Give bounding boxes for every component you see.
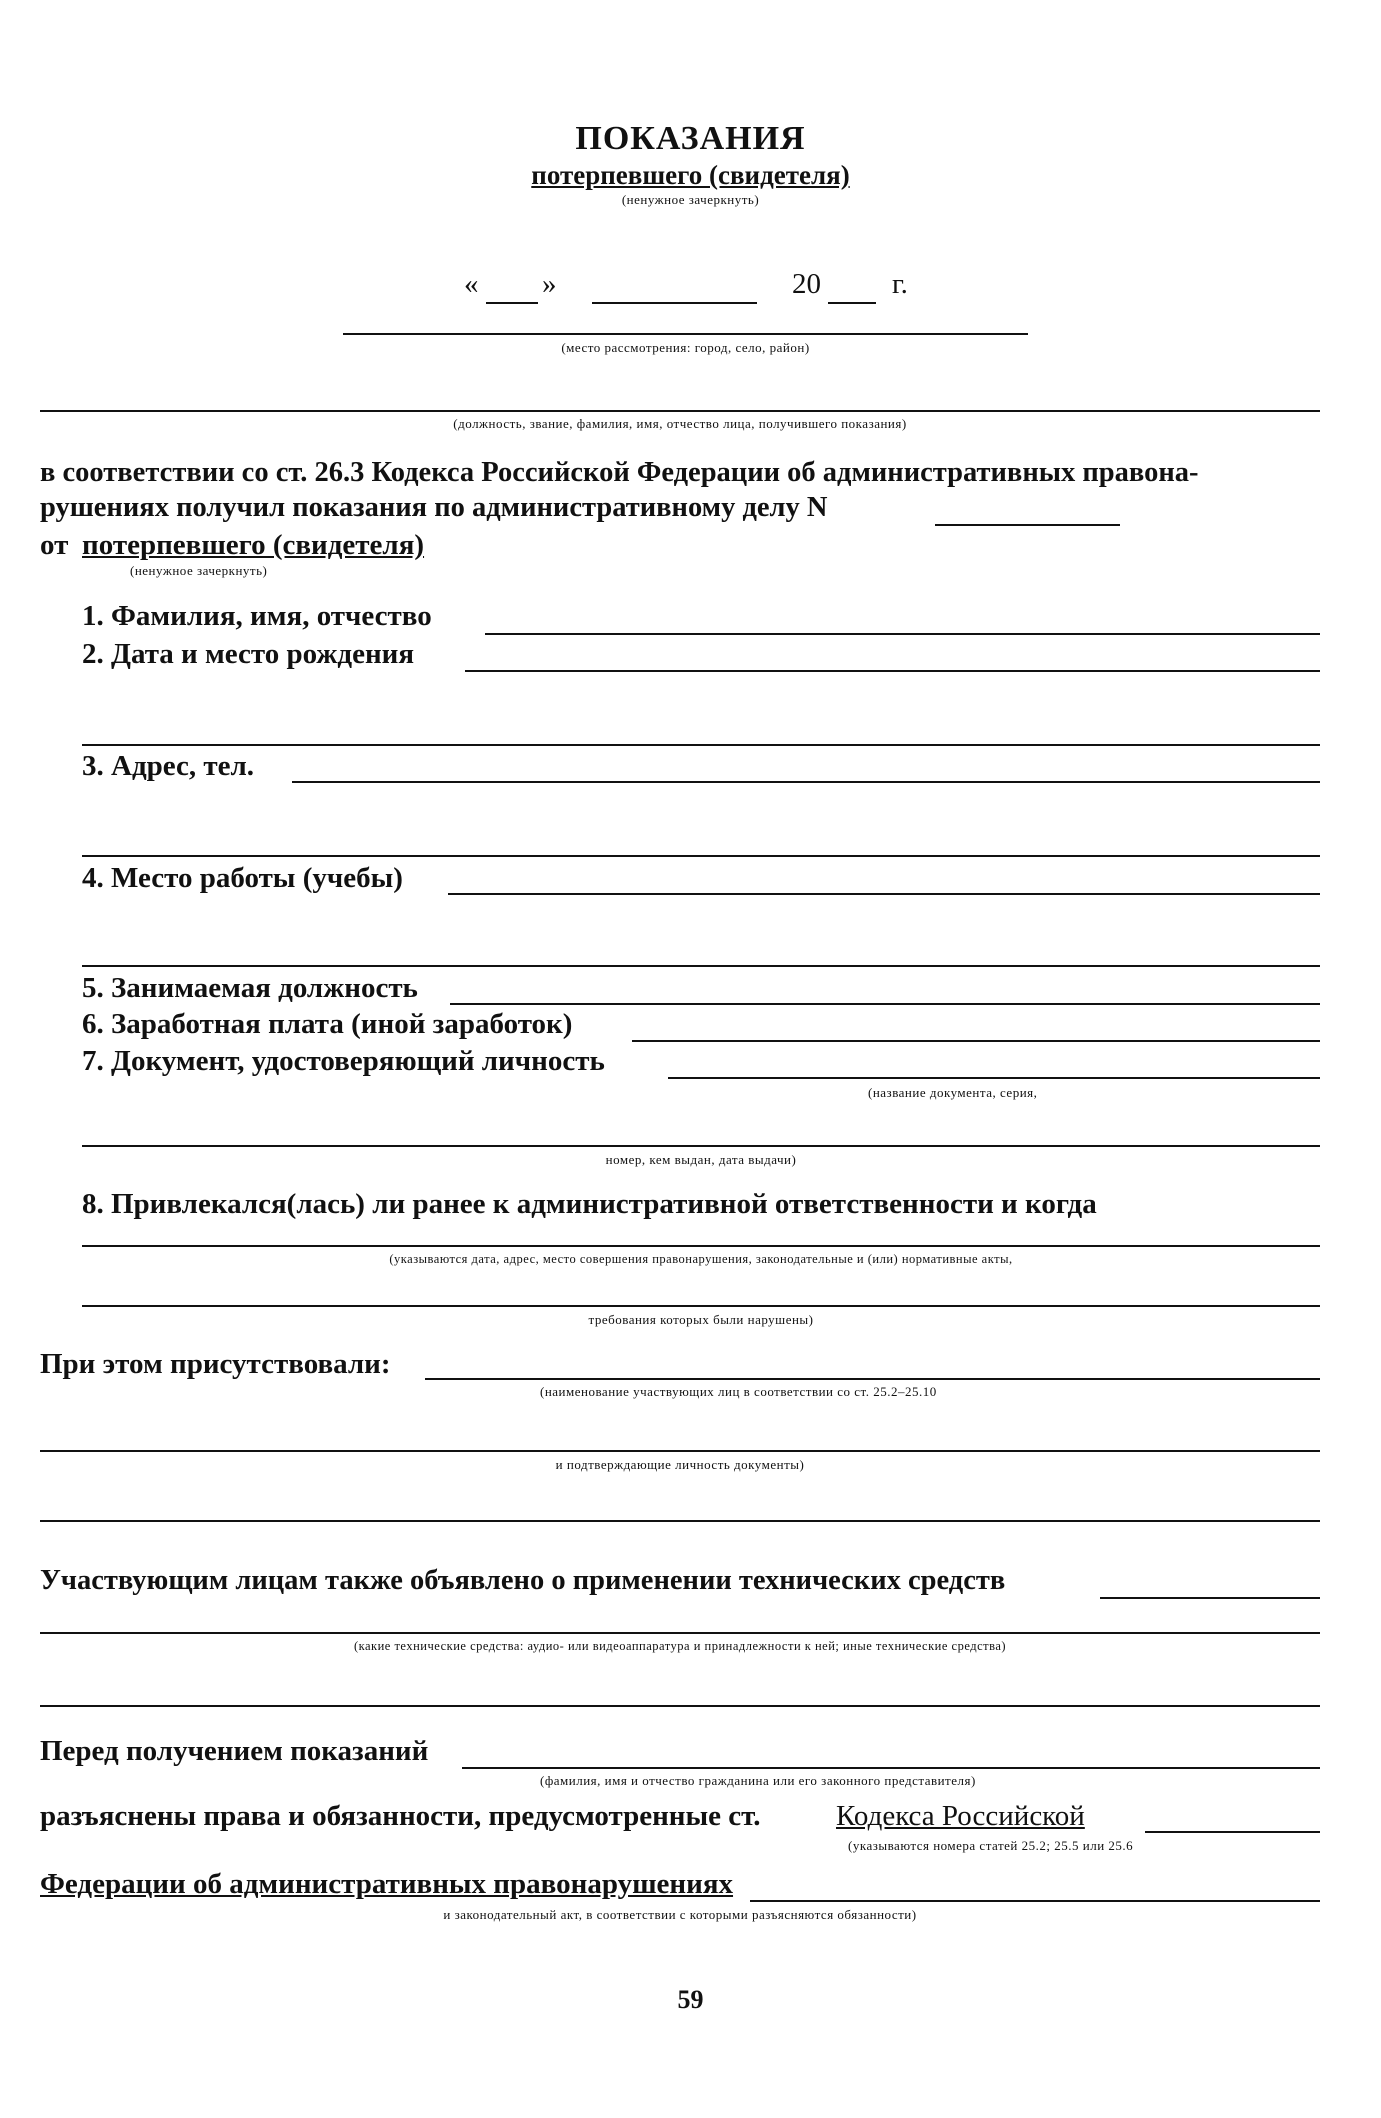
rights-line-3-note: и законодательный акт, в соответствии с которыми разъясняются обязанности)	[443, 1907, 917, 1922]
field-3-input-cont[interactable]	[82, 855, 1320, 857]
tech-note: (какие технические средства: аудио- или видеоаппаратура и принадлежности к ней; иные технические средства)	[353, 1639, 1007, 1653]
field-7-input[interactable]	[668, 1077, 1320, 1079]
tech-label: Участвующим лицам также объявлено о применении технических средств	[40, 1565, 1006, 1596]
rights-codex-line[interactable]	[1145, 1831, 1320, 1833]
present-note-1: (наименование участвующих лиц в соответствии со ст. 25.2–25.10	[540, 1384, 937, 1399]
rights-line-2: разъяснены права и обязанности, предусмотренные ст.	[40, 1800, 761, 1832]
field-4-label: 4. Место работы (учебы)	[82, 862, 403, 894]
day-field[interactable]	[486, 302, 538, 304]
field-8-input-cont[interactable]	[82, 1305, 1320, 1307]
field-5-input[interactable]	[450, 1003, 1320, 1005]
field-1-input[interactable]	[485, 633, 1320, 635]
rights-person-input[interactable]	[462, 1767, 1320, 1769]
field-8-note-2: требования которых были нарушены)	[588, 1312, 814, 1327]
tech-input-cont-2[interactable]	[40, 1705, 1320, 1707]
tech-input[interactable]	[1100, 1597, 1320, 1599]
intro-line-2: рушениях получил показания по административному делу N	[40, 492, 828, 523]
field-2-input-cont[interactable]	[82, 744, 1320, 746]
present-input[interactable]	[425, 1378, 1320, 1380]
field-4-input-cont[interactable]	[82, 965, 1320, 967]
field-3-input[interactable]	[292, 781, 1320, 783]
rights-codex: Кодекса Российской	[836, 1800, 1085, 1832]
place-field[interactable]	[343, 333, 1028, 335]
place-note: (место рассмотрения: город, село, район)	[561, 340, 810, 355]
present-input-cont-2[interactable]	[40, 1520, 1320, 1522]
official-field[interactable]	[40, 410, 1320, 412]
field-7-input-cont[interactable]	[82, 1145, 1320, 1147]
field-8-note-1: (указываются дата, адрес, место совершения правонарушения, законодательные и (или) нормативные акты,	[389, 1252, 1013, 1266]
field-7-note-2: номер, кем выдан, дата выдачи)	[605, 1152, 797, 1167]
intro-line-1: в соответствии со ст. 26.3 Кодекса Российской Федерации об административных правона-	[40, 457, 1199, 488]
field-1-label: 1. Фамилия, имя, отчество	[82, 600, 432, 632]
field-4-input[interactable]	[448, 893, 1320, 895]
rights-line-3-field[interactable]	[750, 1900, 1320, 1902]
field-3-label: 3. Адрес, тел.	[82, 750, 254, 782]
rights-note: (фамилия, имя и отчество гражданина или его законного представителя)	[540, 1773, 976, 1788]
rights-codex-note: (указываются номера статей 25.2; 25.5 или 25.6	[848, 1838, 1134, 1853]
tech-input-cont[interactable]	[40, 1632, 1320, 1634]
from-prefix: от	[40, 529, 69, 561]
case-number-field[interactable]	[935, 524, 1120, 526]
field-7-note-1: (название документа, серия,	[868, 1085, 1038, 1100]
field-5-label: 5. Занимаемая должность	[82, 972, 418, 1004]
month-field[interactable]	[592, 302, 757, 304]
present-input-cont[interactable]	[40, 1450, 1320, 1452]
field-6-input[interactable]	[632, 1040, 1320, 1042]
present-label: При этом присутствовали:	[40, 1348, 391, 1380]
from-note: (ненужное зачеркнуть)	[130, 563, 268, 578]
document-title: ПОКАЗАНИЯ	[575, 120, 806, 157]
field-7-label: 7. Документ, удостоверяющий личность	[82, 1045, 605, 1077]
date-line: « » 20 г.	[464, 268, 924, 308]
field-6-label: 6. Заработная плата (иной заработок)	[82, 1008, 573, 1040]
document-subtitle: потерпевшего (свидетеля)	[531, 160, 850, 190]
rights-line-3: Федерации об административных правонарушениях	[40, 1868, 734, 1900]
year-field[interactable]	[828, 302, 876, 304]
rights-label: Перед получением показаний	[40, 1735, 429, 1767]
subtitle-note: (ненужное зачеркнуть)	[621, 192, 760, 207]
field-8-label: 8. Привлекался(лась) ли ранее к административной ответственности и когда	[82, 1188, 1097, 1220]
page-number: 59	[677, 1985, 704, 2014]
present-note-2: и подтверждающие личность документы)	[555, 1457, 805, 1472]
field-2-input[interactable]	[465, 670, 1320, 672]
field-2-label: 2. Дата и место рождения	[82, 638, 415, 670]
from-value: потерпевшего (свидетеля)	[82, 529, 425, 561]
official-note: (должность, звание, фамилия, имя, отчество лица, получившего показания)	[453, 416, 907, 431]
field-8-input[interactable]	[82, 1245, 1320, 1247]
